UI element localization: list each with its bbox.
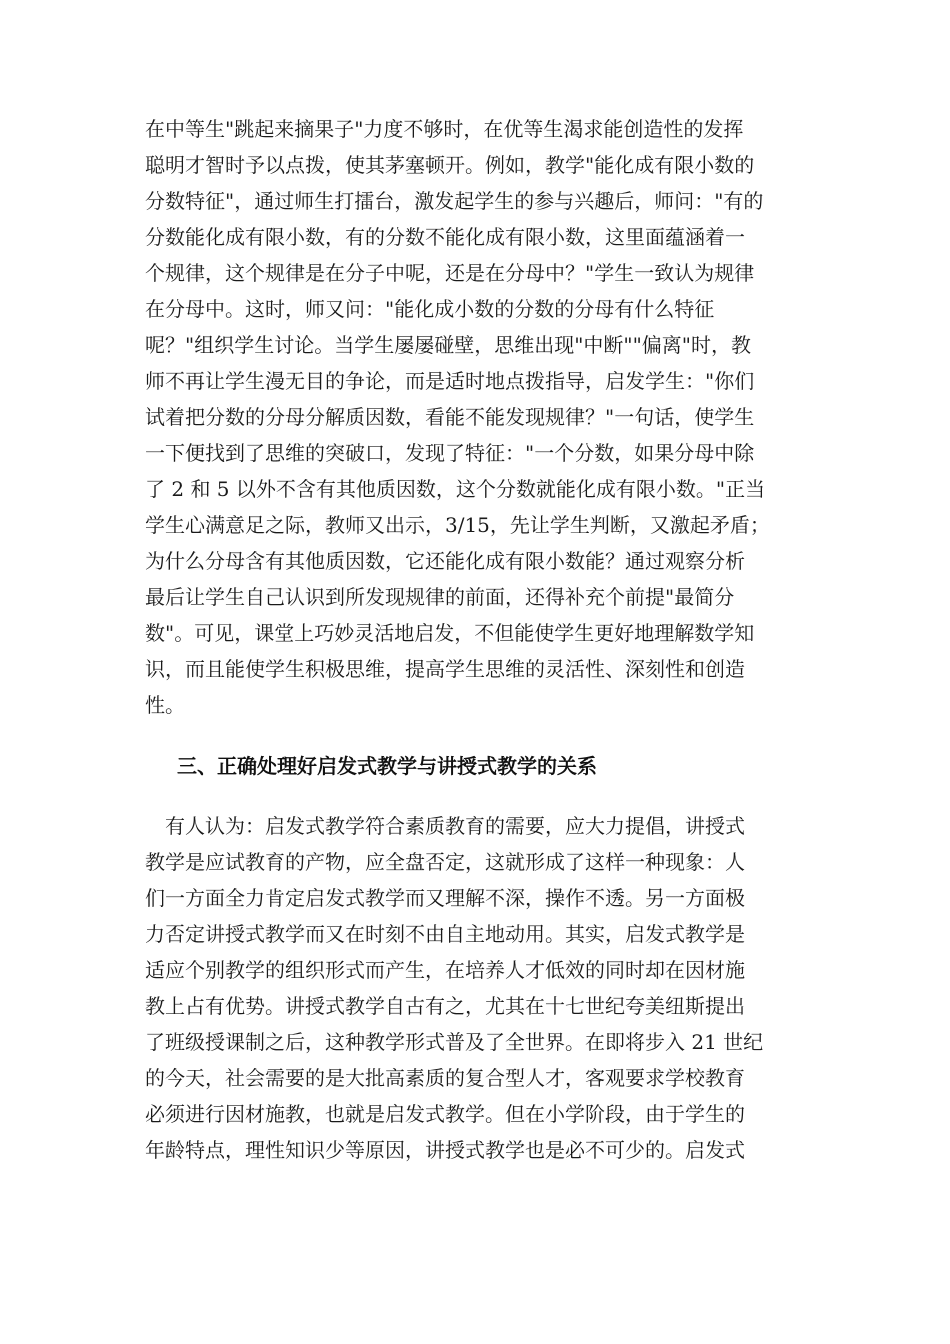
- paragraph-line: 学生心满意足之际，教师又出示，3/15，先让学生判断，又激起矛盾；: [145, 513, 770, 537]
- paragraph-line: 在中等生"跳起来摘果子"力度不够时，在优等生渴求能创造性的发挥: [145, 117, 744, 141]
- paragraph-line: 力否定讲授式教学而又在时刻不由自主地动用。其实，启发式教学是: [145, 922, 745, 946]
- paragraph-line: 们一方面全力肯定启发式教学而又理解不深，操作不透。另一方面极: [145, 886, 745, 910]
- paragraph-line: 必须进行因材施教，也就是启发式教学。但在小学阶段，由于学生的: [145, 1102, 745, 1126]
- paragraph-line: 教学是应试教育的产物，应全盘否定，这就形成了这样一种现象：人: [145, 850, 745, 874]
- paragraph-line: 数"。可见，课堂上巧妙灵活地启发，不但能使学生更好地理解数学知: [145, 621, 755, 645]
- paragraph-line: 呢？"组织学生讨论。当学生屡屡碰壁，思维出现"中断""偏离"时，教: [145, 333, 751, 357]
- paragraph-line: 试着把分数的分母分解质因数，看能不能发现规律？"一句话，使学生: [145, 405, 755, 429]
- paragraph-line: 教上占有优势。讲授式教学自古有之，尤其在十七世纪夸美纽斯提出: [145, 994, 745, 1018]
- paragraph-line: 一下便找到了思维的突破口，发现了特征："一个分数，如果分母中除: [145, 441, 755, 465]
- paragraph-line: 最后让学生自己认识到所发现规律的前面，还得补充个前提"最简分: [145, 585, 735, 609]
- paragraph-line: 个规律，这个规律是在分子中呢，还是在分母中？"学生一致认为规律: [145, 261, 755, 285]
- section-heading: 三、正确处理好启发式教学与讲授式教学的关系: [177, 754, 597, 778]
- paragraph-line: 为什么分母含有其他质因数，它还能化成有限小数能？通过观察分析: [145, 549, 745, 573]
- paragraph-line: 适应个别教学的组织形式而产生，在培养人才低效的同时却在因材施: [145, 958, 745, 982]
- paragraph-line: 分数特征"，通过师生打擂台，激发起学生的参与兴趣后，师问："有的: [145, 189, 764, 213]
- paragraph-line: 有人认为：启发式教学符合素质教育的需要，应大力提倡，讲授式: [165, 814, 745, 838]
- paragraph-line: 在分母中。这时，师又问："能化成小数的分数的分母有什么特征: [145, 297, 715, 321]
- paragraph-line: 年龄特点，理性知识少等原因，讲授式教学也是必不可少的。启发式: [145, 1138, 745, 1162]
- paragraph-line: 性。: [145, 693, 185, 717]
- paragraph-line: 师不再让学生漫无目的争论，而是适时地点拨指导，启发学生："你们: [145, 369, 755, 393]
- paragraph-line: 了 2 和 5 以外不含有其他质因数，这个分数就能化成有限小数。"正当: [145, 477, 766, 501]
- paragraph-line: 了班级授课制之后，这种教学形式普及了全世界。在即将步入 21 世纪: [145, 1030, 764, 1054]
- paragraph-line: 分数能化成有限小数，有的分数不能化成有限小数，这里面蕴涵着一: [145, 225, 745, 249]
- paragraph-line: 识，而且能使学生积极思维，提高学生思维的灵活性、深刻性和创造: [145, 657, 745, 681]
- paragraph-line: 聪明才智时予以点拨，使其茅塞顿开。例如，教学"能化成有限小数的: [145, 153, 755, 177]
- paragraph-line: 的今天，社会需要的是大批高素质的复合型人才，客观要求学校教育: [145, 1066, 745, 1090]
